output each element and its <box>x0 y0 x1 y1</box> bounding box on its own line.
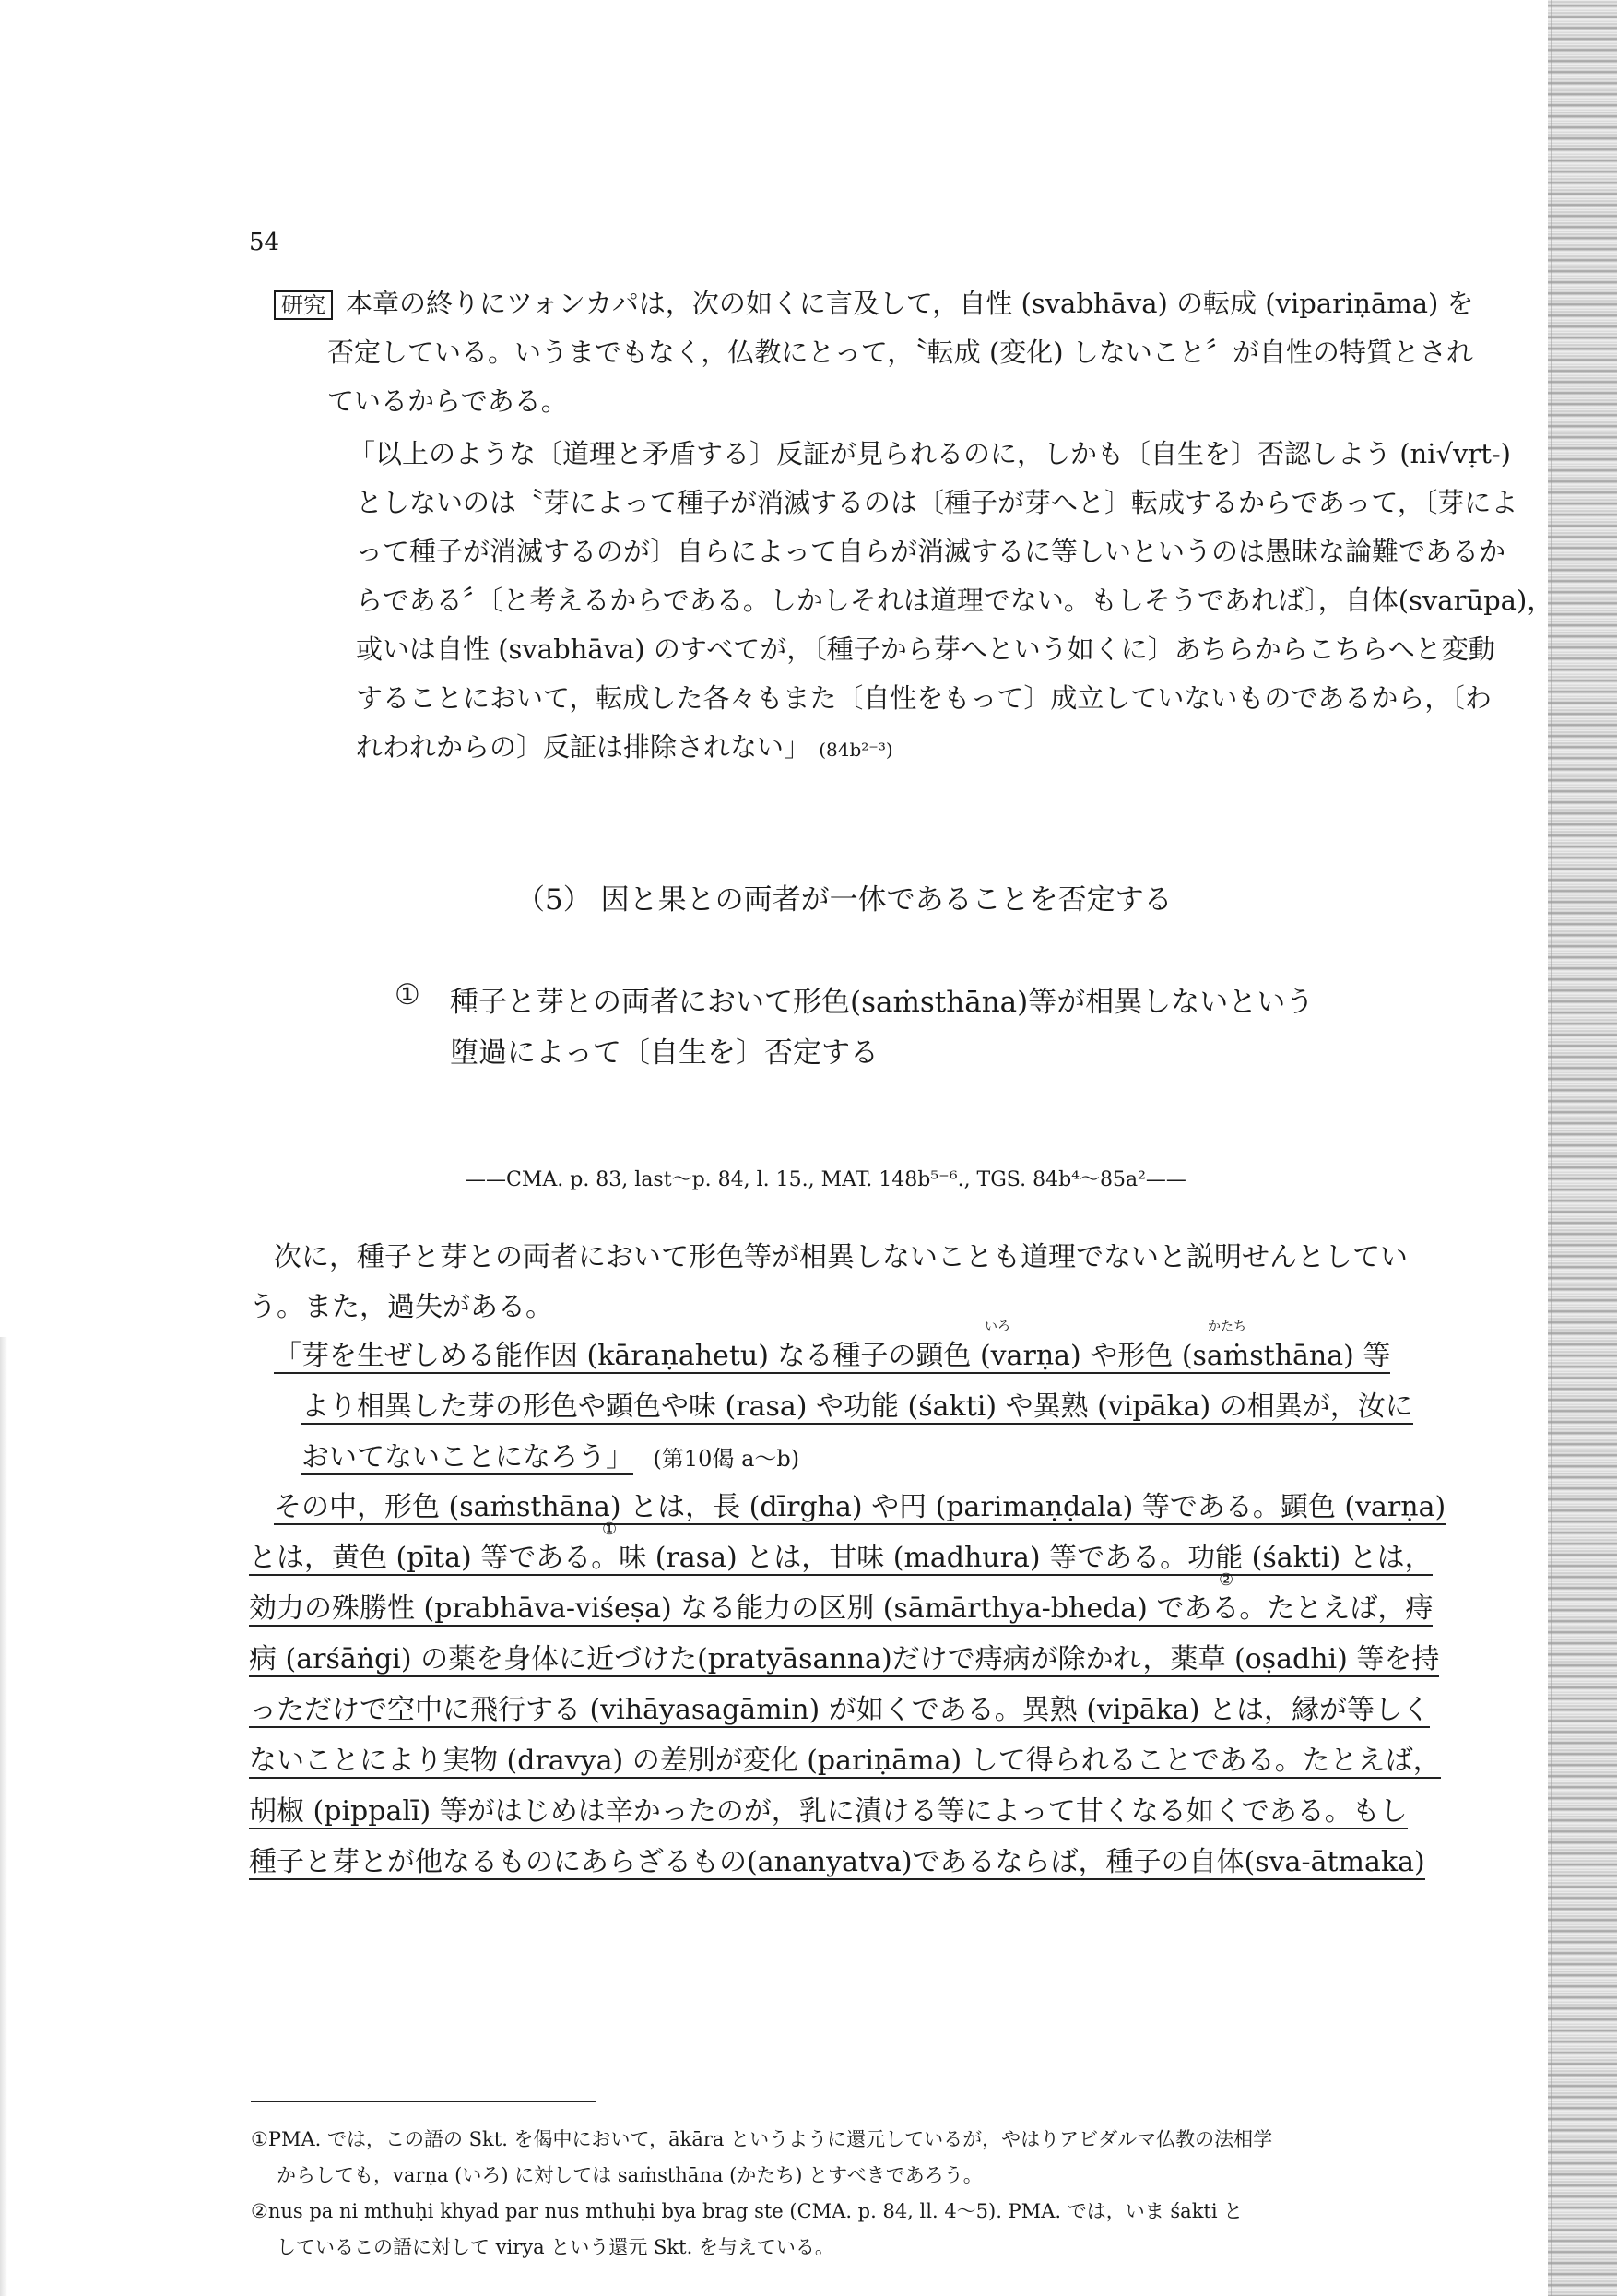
research-quote-line-1: 「以上のような〔道理と矛盾する〕反証が見られるのに，しかも〔自生を〕否認しよう (ni√vṛt-) <box>348 438 1511 469</box>
quote-line-3 <box>301 1434 799 1474</box>
body-text-6: ないことにより実物 (dravya) の差別が変化 (pariṇāma) して得られることである。たとえば， <box>249 1745 1441 1777</box>
research-quote-line-3: って種子が消滅するのが〕自らによって自らが消滅するに等しいというのは愚昧な論難であるか <box>356 536 1506 567</box>
ruby-iro: いろ <box>985 1320 1010 1334</box>
page-edge-scan-artifact <box>1548 0 1617 2296</box>
subsection-number: ① <box>395 978 420 1012</box>
research-quote-line-7 <box>356 731 893 763</box>
body-line-8 <box>249 1839 1425 1879</box>
body-line-7 <box>249 1788 1408 1829</box>
research-quote-end: れわれからの〕反証は排除されない」 <box>356 731 811 763</box>
note-marker-1: ① <box>602 1520 618 1539</box>
body-text-7: 胡椒 (pippalī) 等がはじめは辛かったのが，乳に漬ける等によって甘くなる如くである。もし <box>249 1795 1408 1828</box>
research-tag: 研究 <box>274 290 333 320</box>
research-quote-line-6: することにおいて，転成した各々もまた〔自性をもって〕成立していないものであるから，〔わ <box>356 682 1492 714</box>
verse-reference: (第10偈 a～b) <box>653 1446 800 1472</box>
research-line-3: ているからである。 <box>327 385 568 417</box>
footnote-2-line-2: しているこの語に対して virya という還元 Skt. を与えている。 <box>277 2236 834 2258</box>
research-text-1: 本章の終りにツォンカパは，次の如くに言及して，自性 (svabhāva) の転成 (vipariṇāma) を <box>346 288 1474 319</box>
body-line-6 <box>249 1737 1441 1778</box>
quote-text-3: おいてないことになろう」 <box>301 1441 633 1473</box>
quote-line-2 <box>301 1383 1413 1424</box>
research-citation: (84b²⁻³) <box>819 739 893 761</box>
source-reference-line: ——CMA. p. 83, last～p. 84, l. 15., MAT. 148b⁵⁻⁶., TGS. 84b⁴～85a²—— <box>466 1168 1186 1191</box>
body-line-2 <box>249 1534 1433 1575</box>
footnote-separator <box>251 2101 596 2102</box>
intro-line-2: う。また，過失がある。 <box>249 1291 553 1323</box>
body-text-3: 効力の殊勝性 (prabhāva-viśeṣa) なる能力の区別 (sāmārthya-bheda) である。たとえば，痔 <box>249 1592 1434 1625</box>
quote-text-2: より相異した芽の形色や顕色や味 (rasa) や功能 (śakti) や異熟 (vipāka) の相異が，汝に <box>301 1391 1413 1423</box>
quote-line-1 <box>274 1332 1390 1373</box>
page-edge-line <box>1551 0 1552 2296</box>
research-quote-line-2: としないのは〝芽によって種子が消滅するのは〔種子が芽へと〕転成するからであって，〔芽によ <box>356 487 1518 518</box>
research-line-1 <box>274 290 1474 317</box>
body-line-5 <box>249 1686 1430 1727</box>
note-marker-2: ② <box>1219 1570 1234 1590</box>
body-text-2: とは，黄色 (pīta) 等である。味 (rasa) とは，甘味 (madhura) 等である。功能 (śakti) とは， <box>249 1542 1433 1574</box>
left-edge-shadow <box>0 1337 7 2296</box>
body-text-8: 種子と芽とが他なるものにあらざるもの(ananyatva)であるならば，種子の自体(sva-ātmaka) <box>249 1846 1425 1878</box>
section-heading: （5） 因と果との両者が一体であることを否定する <box>516 883 1173 917</box>
research-line-2: 否定している。いうまでもなく，仏教にとって，〝転成 (変化) しないこと〞が自性の特質とされ <box>327 337 1473 368</box>
body-text-1: その中，形色 (saṁsthāna) とは，長 (dīrgha) や円 (parimaṇḍala) 等である。顕色 (varṇa) <box>274 1491 1446 1523</box>
ruby-katachi: かたち <box>1208 1320 1246 1334</box>
footnote-1-line-2: からしても，varṇa (いろ) に対しては saṁsthāna (かたち) とすべきであろう。 <box>277 2164 983 2186</box>
footnote-1-line-1: ①PMA. では，この語の Skt. を偈中において，ākāra というように還元しているが，やはりアビダルマ仏教の法相学 <box>251 2128 1273 2150</box>
body-text-4: 病 (arśāṅgi) の薬を身体に近づけた(pratyāsanna)だけで痔病が除かれ，薬草 (oṣadhi) 等を持 <box>249 1643 1440 1675</box>
footnote-2-line-1: ②nus pa ni mthuḥi khyad par nus mthuḥi bya brag ste (CMA. p. 84, ll. 4～5). PMA. では，いま śakti と <box>251 2200 1244 2222</box>
subsection-title-line-1: 種子と芽との両者において形色(saṁsthāna)等が相異しないという <box>450 986 1315 1019</box>
quote-text-1: 「芽を生ぜしめる能作因 (kāraṇahetu) なる種子の顕色 (varṇa) や形色 (saṁsthāna) 等 <box>274 1340 1391 1372</box>
intro-line-1: 次に，種子と芽との両者において形色等が相異しないことも道理でないと説明せんとしてい <box>274 1241 1408 1273</box>
subsection-title-line-2: 堕過によって〔自生を〕否定する <box>450 1036 879 1070</box>
body-line-1 <box>274 1484 1446 1524</box>
body-text-5: っただけで空中に飛行する (vihāyasagāmin) が如くである。異熟 (vipāka) とは，縁が等しく <box>249 1694 1430 1726</box>
body-line-4 <box>249 1636 1439 1676</box>
body-line-3 <box>249 1585 1433 1626</box>
research-quote-line-5: 或いは自性 (svabhāva) のすべてが，〔種子から芽へという如くに〕あちらからこちらへと変動 <box>356 633 1495 665</box>
research-quote-line-4: らである〞〔と考えるからである。しかしそれは道理でない。もしそうであれば〕，自体(svarūpa)， <box>356 585 1554 616</box>
page-number: 54 <box>249 229 280 256</box>
